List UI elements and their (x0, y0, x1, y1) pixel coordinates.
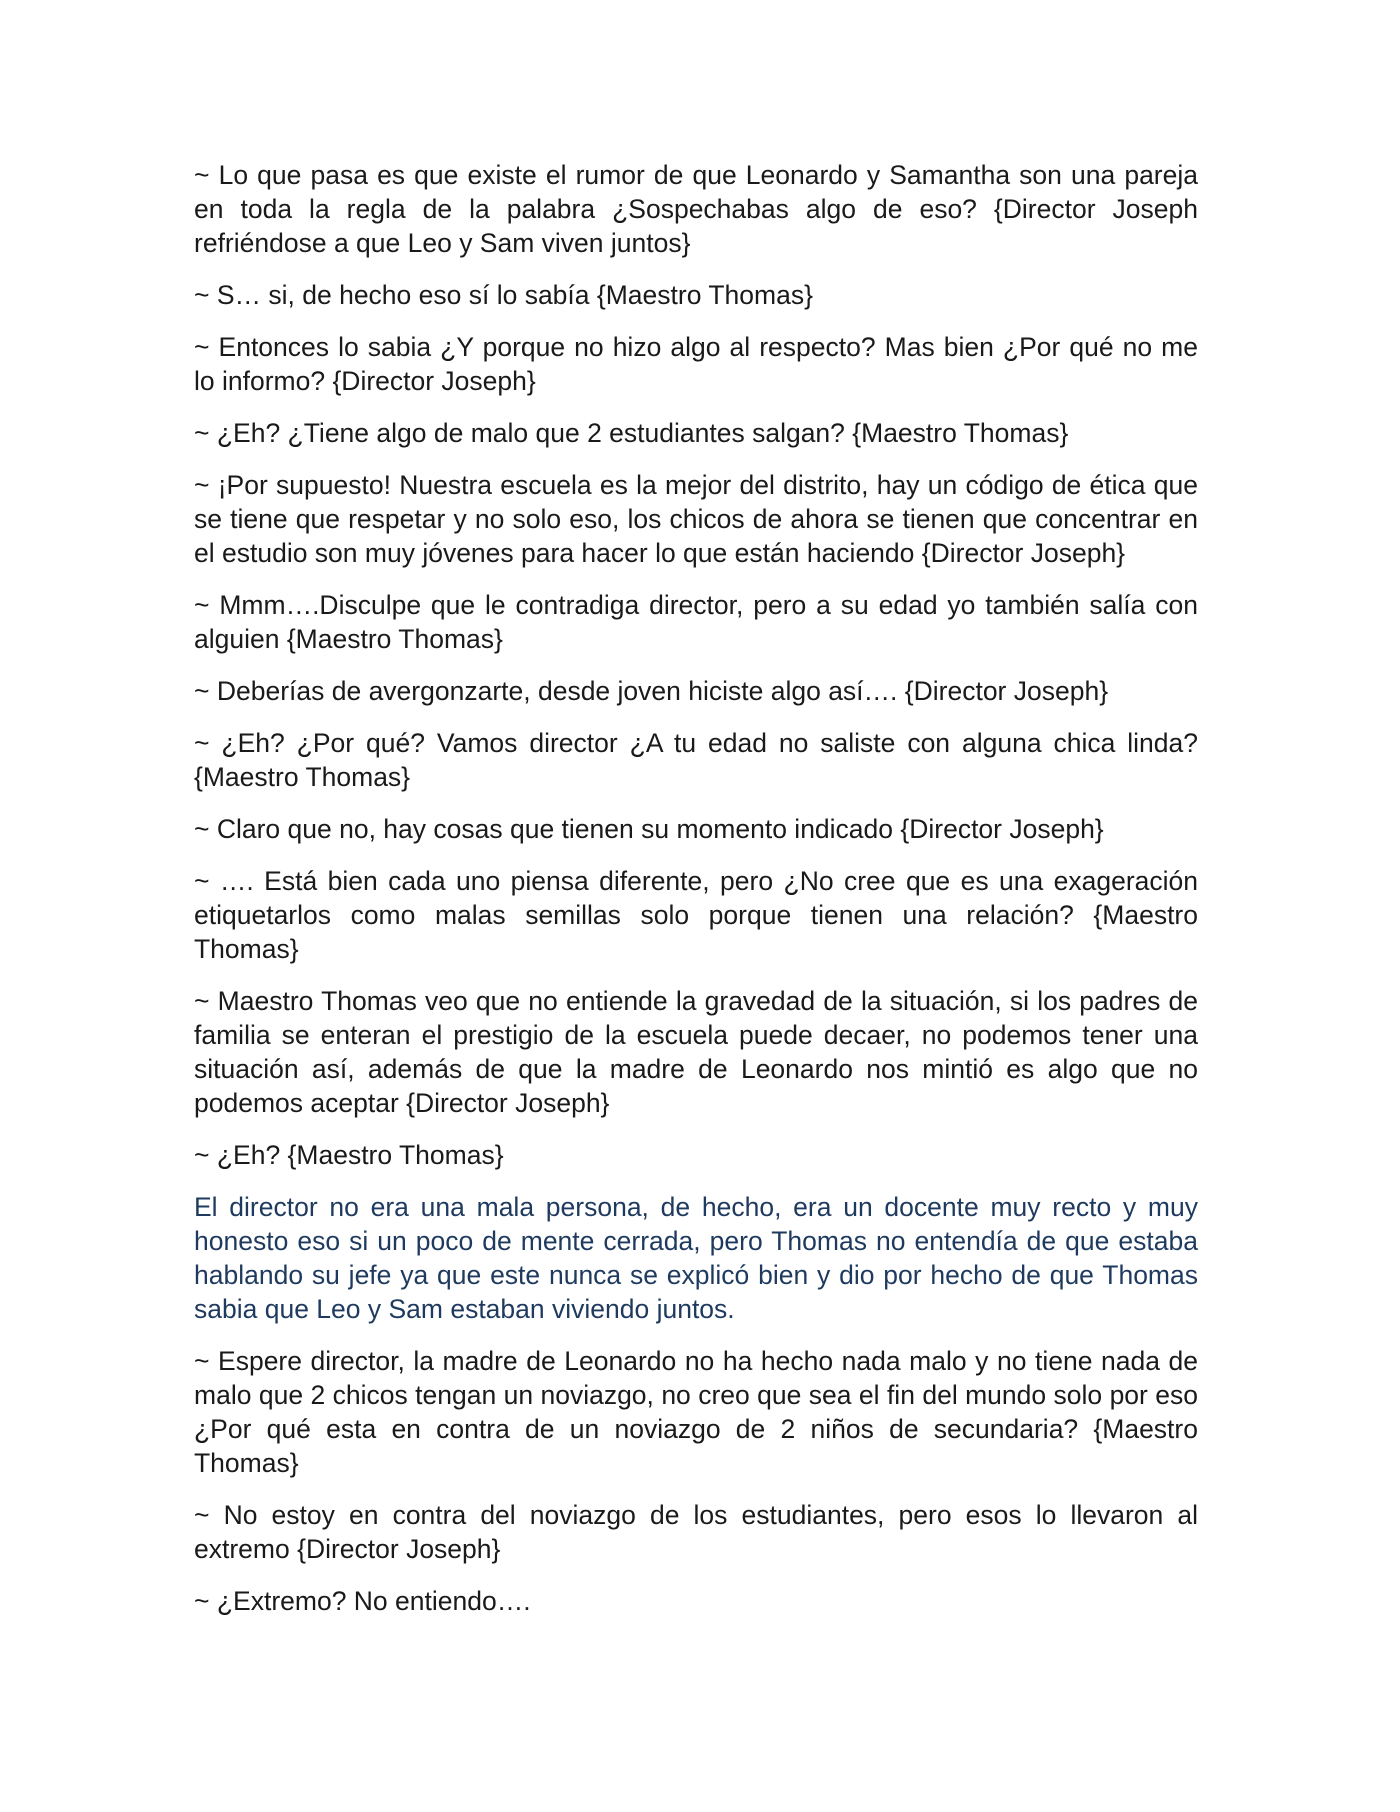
dialogue-paragraph: ~ Entonces lo sabia ¿Y porque no hizo algo al respecto? Mas bien ¿Por qué no me lo informo? {Director Joseph} (194, 332, 1198, 396)
dialogue-paragraph: ~ ¡Por supuesto! Nuestra escuela es la mejor del distrito, hay un código de ética que se tiene que respetar y no solo eso, los chicos de ahora se tienen que concentrar en el estudio son muy jóvenes para hacer lo que están haciendo {Director Joseph} (194, 470, 1198, 568)
dialogue-paragraph: ~ Claro que no, hay cosas que tienen su momento indicado {Director Joseph} (194, 814, 1104, 844)
dialogue-paragraph: ~ S… si, de hecho eso sí lo sabía {Maestro Thomas} (194, 280, 813, 310)
dialogue-paragraph: ~ Maestro Thomas veo que no entiende la gravedad de la situación, si los padres de familia se enteran el prestigio de la escuela puede decaer, no podemos tener una situación así, además de que la madre de Leonardo nos mintió es algo que no podemos aceptar {Director Joseph} (194, 986, 1198, 1118)
dialogue-paragraph: ~ Lo que pasa es que existe el rumor de que Leonardo y Samantha son una pareja en toda la regla de la palabra ¿Sospechabas algo de eso? {Director Joseph refriéndose a que Leo y Sam viven juntos} (194, 160, 1198, 258)
dialogue-paragraph: ~ ¿Eh? ¿Por qué? Vamos director ¿A tu edad no saliste con alguna chica linda? {Maestro Thomas} (194, 728, 1198, 792)
dialogue-paragraph: ~ ¿Eh? {Maestro Thomas} (194, 1140, 504, 1170)
dialogue-paragraph: ~ Mmm….Disculpe que le contradiga director, pero a su edad yo también salía con alguien {Maestro Thomas} (194, 590, 1198, 654)
dialogue-paragraph: ~ ¿Extremo? No entiendo…. (194, 1586, 531, 1616)
dialogue-paragraph: ~ Deberías de avergonzarte, desde joven hiciste algo así…. {Director Joseph} (194, 676, 1109, 706)
document-page (194, 158, 1198, 1636)
dialogue-paragraph: ~ No estoy en contra del noviazgo de los estudiantes, pero esos lo llevaron al extremo {Director Joseph} (194, 1500, 1198, 1564)
dialogue-paragraph: ~ …. Está bien cada uno piensa diferente, pero ¿No cree que es una exageración etiquetarlos como malas semillas solo porque tienen una relación? {Maestro Thomas} (194, 866, 1198, 964)
narration-paragraph: El director no era una mala persona, de hecho, era un docente muy recto y muy honesto eso si un poco de mente cerrada, pero Thomas no entendía de que estaba hablando su jefe ya que este nunca se explicó bien y dio por hecho de que Thomas sabia que Leo y Sam estaban viviendo juntos. (194, 1192, 1198, 1324)
dialogue-paragraph: ~ Espere director, la madre de Leonardo no ha hecho nada malo y no tiene nada de malo que 2 chicos tengan un noviazgo, no creo que sea el fin del mundo solo por eso ¿Por qué esta en contra de un noviazgo de 2 niños de secundaria? {Maestro Thomas} (194, 1346, 1198, 1478)
dialogue-paragraph: ~ ¿Eh? ¿Tiene algo de malo que 2 estudiantes salgan? {Maestro Thomas} (194, 418, 1069, 448)
